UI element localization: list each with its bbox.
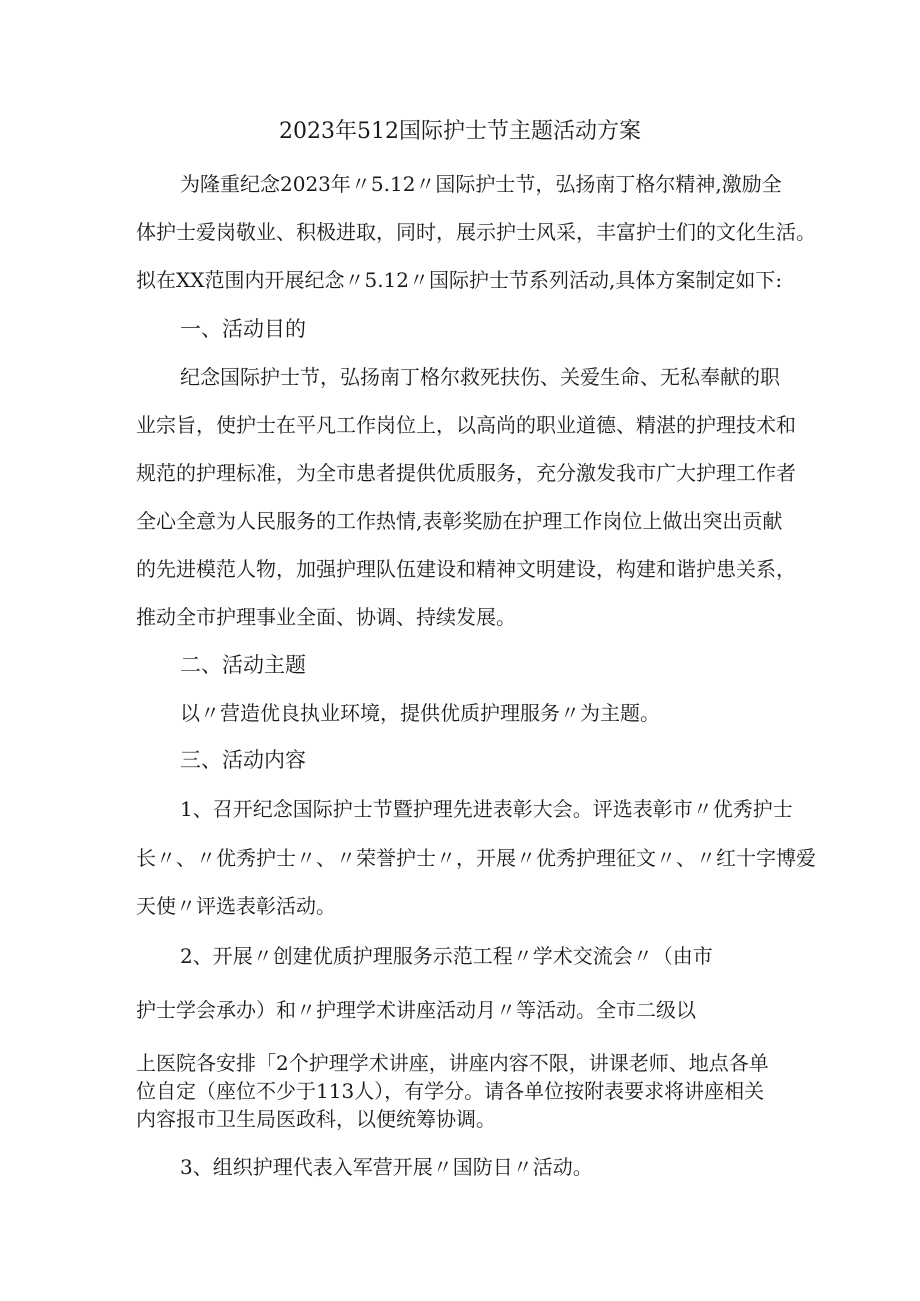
- intro-line-1: 为隆重纪念2023年〃5.12〃国际护士节，弘扬南丁格尔精神,激励全: [180, 172, 782, 196]
- item-2-line-2: 护士学会承办）和〃护理学术讲座活动月〃等活动。全市二级以: [136, 998, 696, 1022]
- item-1-line-1: 1、召开纪念国际护士节暨护理先进表彰大会。评选表彰市〃优秀护士: [180, 797, 793, 821]
- item-2-line-3: 上医院各安排「2个护理学术讲座，讲座内容不限，讲课老师、地点各单: [136, 1051, 769, 1075]
- intro-line-3: 拟在XX范围内开展纪念〃5.12〃国际护士节系列活动,具体方案制定如下:: [136, 268, 783, 292]
- item-3-line-1: 3、组织护理代表入军营开展〃国防日〃活动。: [180, 1155, 593, 1179]
- document-title: 2023年512国际护士节主题活动方案: [279, 119, 641, 144]
- item-1-line-2: 长〃、〃优秀护士〃、〃荣誉护士〃，开展〃优秀护理征文〃、〃红十字博爱: [136, 846, 816, 870]
- section-1-line-1: 纪念国际护士节，弘扬南丁格尔救死扶伤、关爱生命、无私奉献的职: [180, 365, 780, 389]
- section-1-line-4: 全心全意为人民服务的工作热情,表彰奖励在护理工作岗位上做出突出贡献: [136, 509, 783, 533]
- section-2-line-1: 以〃营造优良执业环境，提供优质护理服务〃为主题。: [180, 701, 660, 725]
- section-1-line-2: 业宗旨，使护士在平凡工作岗位上，以高尚的职业道德、精湛的护理技术和: [136, 413, 796, 437]
- section-2-heading: 二、活动主题: [180, 653, 306, 677]
- intro-line-2: 体护士爱岗敬业、积极进取，同时，展示护士风采，丰富护士们的文化生活。: [136, 220, 816, 244]
- section-1-line-3: 规范的护理标准，为全市患者提供优质服务，充分激发我市广大护理工作者: [136, 461, 796, 485]
- item-2-line-4: 位自定（座位不少于113人），有学分。请各单位按附表要求将讲座相关: [136, 1079, 765, 1103]
- item-2-line-5: 内容报市卫生局医政科，以便统筹协调。: [136, 1107, 496, 1131]
- section-1-line-6: 推动全市护理事业全面、协调、持续发展。: [136, 605, 516, 629]
- section-1-line-5: 的先进模范人物，加强护理队伍建设和精神文明建设，构建和谐护患关系，: [136, 557, 796, 581]
- section-1-heading: 一、活动目的: [180, 317, 306, 341]
- section-3-heading: 三、活动内容: [180, 748, 306, 772]
- item-2-line-1: 2、开展〃创建优质护理服务示范工程〃学术交流会〃（由市: [180, 944, 713, 968]
- item-1-line-3: 天使〃评选表彰活动。: [136, 894, 336, 918]
